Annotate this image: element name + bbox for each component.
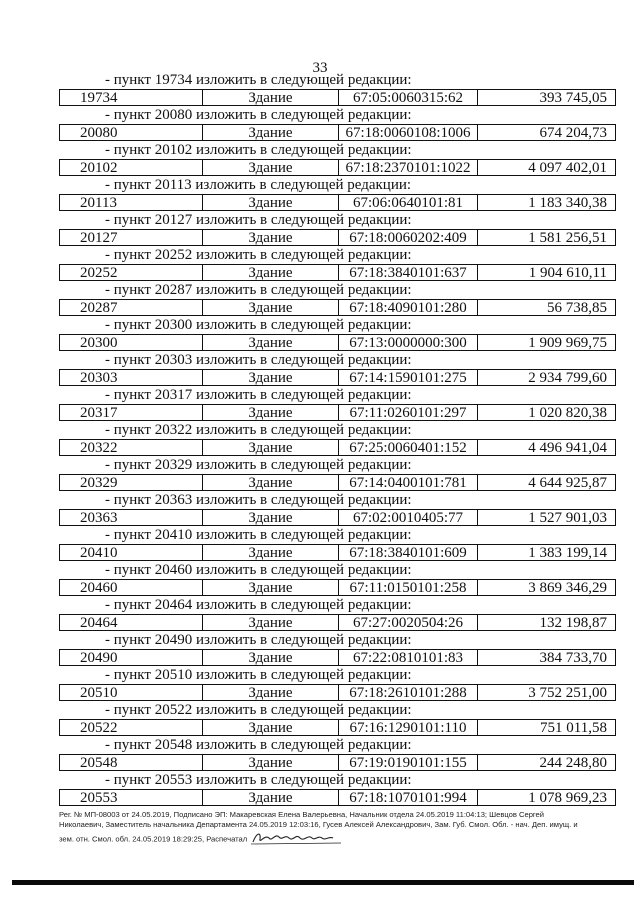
entry [59,597,616,632]
entry [59,492,616,527]
entry [59,142,616,177]
cell-cadastral-number: 67:18:3840101:637 [338,265,477,280]
heading-prefix: - пункт [105,457,151,473]
heading-number: 20127 [154,212,193,228]
cell-number: 20464 [80,615,118,630]
cell-cadastral-value: 4 644 925,87 [477,475,615,490]
heading-number: 20490 [154,632,193,648]
cell-cadastral-value: 132 198,87 [477,615,615,630]
cell-number: 20127 [80,230,118,245]
entry-heading [59,107,616,124]
heading-prefix: - пункт [105,702,151,718]
cell-object-type: Здание [202,685,338,700]
entry [59,772,616,807]
heading-suffix: изложить в следующей редакции: [195,597,412,613]
cell-number: 20113 [80,195,117,210]
heading-prefix: - пункт [105,597,151,613]
cell-number: 20522 [80,720,118,735]
table-row [59,719,616,736]
table-row [59,194,616,211]
cell-cadastral-value: 4 097 402,01 [477,160,615,175]
heading-number: 20317 [154,387,193,403]
cell-cadastral-value: 1 078 969,23 [477,790,615,805]
entry [59,212,616,247]
cell-object-type: Здание [202,580,338,595]
heading-number: 20287 [154,282,193,298]
table-row [59,789,616,806]
cell-object-type: Здание [202,90,338,105]
table-row [59,89,616,106]
cell-number: 20410 [80,545,118,560]
cell-object-type: Здание [202,300,338,315]
table-row [59,334,616,351]
entry-heading [59,667,616,684]
cell-number: 20322 [80,440,118,455]
cell-number: 20102 [80,160,118,175]
entry-heading [59,387,616,404]
entry [59,737,616,772]
cell-object-type: Здание [202,650,338,665]
heading-prefix: - пункт [105,387,151,403]
cell-number: 20553 [80,790,118,805]
entry [59,352,616,387]
heading-prefix: - пункт [105,247,151,263]
cell-number: 20080 [80,125,118,140]
cell-cadastral-value: 3 752 251,00 [477,685,615,700]
handwritten-signature-icon [251,830,346,849]
page-number: 33 [312,60,328,76]
heading-suffix: изложить в следующей редакции: [195,457,412,473]
cell-number: 20303 [80,370,118,385]
cell-object-type: Здание [202,370,338,385]
entry-heading [59,142,616,159]
table-row [59,299,616,316]
cell-cadastral-number: 67:11:0150101:258 [338,580,477,595]
heading-prefix: - пункт [105,282,151,298]
cell-cadastral-number: 67:18:0060108:1006 [338,125,477,140]
cell-cadastral-value: 3 869 346,29 [477,580,615,595]
table-row [59,544,616,561]
entry [59,282,616,317]
cell-object-type: Здание [202,790,338,805]
cell-object-type: Здание [202,615,338,630]
entry [59,702,616,737]
heading-number: 20303 [154,352,193,368]
cell-cadastral-number: 67:19:0190101:155 [338,755,477,770]
cell-object-type: Здание [202,195,338,210]
entry [59,247,616,282]
heading-number: 20329 [154,457,193,473]
cell-cadastral-value: 384 733,70 [477,650,615,665]
cell-cadastral-number: 67:18:2370101:1022 [338,160,477,175]
heading-prefix: - пункт [105,562,151,578]
entry [59,667,616,702]
table-row [59,229,616,246]
entry [59,72,616,107]
heading-number: 20102 [154,142,193,158]
entry-heading [59,177,616,194]
cell-cadastral-number: 67:14:1590101:275 [338,370,477,385]
entry [59,317,616,352]
heading-number: 19734 [154,72,193,88]
entry-heading [59,632,616,649]
cell-number: 20490 [80,650,118,665]
cell-object-type: Здание [202,720,338,735]
cell-cadastral-number: 67:18:0060202:409 [338,230,477,245]
table-row [59,124,616,141]
heading-prefix: - пункт [105,492,151,508]
heading-number: 20460 [154,562,193,578]
entry [59,562,616,597]
heading-number: 20522 [154,702,193,718]
cell-number: 20252 [80,265,118,280]
entry [59,177,616,212]
cell-number: 20287 [80,300,118,315]
cell-object-type: Здание [202,125,338,140]
heading-prefix: - пункт [105,667,151,683]
cell-cadastral-number: 67:11:0260101:297 [338,405,477,420]
entry-heading [59,737,616,754]
cell-object-type: Здание [202,475,338,490]
cell-cadastral-value: 674 204,73 [477,125,615,140]
cell-cadastral-value: 56 738,85 [477,300,615,315]
cell-cadastral-number: 67:22:0810101:83 [338,650,477,665]
cell-object-type: Здание [202,755,338,770]
heading-suffix: изложить в следующей редакции: [195,72,412,88]
entry-heading [59,72,616,89]
entry-heading [59,597,616,614]
cell-cadastral-value: 393 745,05 [477,90,615,105]
entry [59,632,616,667]
heading-suffix: изложить в следующей редакции: [195,562,412,578]
heading-suffix: изложить в следующей редакции: [195,632,412,648]
entry-heading [59,702,616,719]
heading-prefix: - пункт [105,422,151,438]
table-row [59,509,616,526]
cell-cadastral-value: 751 011,58 [477,720,615,735]
cell-cadastral-value: 1 909 969,75 [477,335,615,350]
heading-prefix: - пункт [105,772,151,788]
cell-object-type: Здание [202,440,338,455]
heading-prefix: - пункт [105,632,151,648]
cell-cadastral-value: 1 527 901,03 [477,510,615,525]
table-row [59,439,616,456]
heading-suffix: изложить в следующей редакции: [195,142,412,158]
entry-heading [59,317,616,334]
entry-heading [59,212,616,229]
cell-number: 20510 [80,685,118,700]
table-row [59,614,616,631]
heading-number: 20510 [154,667,193,683]
cell-number: 20363 [80,510,118,525]
heading-suffix: изложить в следующей редакции: [195,352,412,368]
cell-cadastral-value: 1 183 340,38 [477,195,615,210]
entry-heading [59,492,616,509]
footer-line-3-text: зем. отн. Смол. обл. 24.05.2019 18:29:25, Распечатал [59,834,248,844]
cell-cadastral-number: 67:18:4090101:280 [338,300,477,315]
heading-suffix: изложить в следующей редакции: [195,737,412,753]
table-row [59,649,616,666]
heading-suffix: изложить в следующей редакции: [195,107,412,123]
cell-object-type: Здание [202,405,338,420]
heading-prefix: - пункт [105,107,151,123]
entries-list [59,72,616,807]
cell-object-type: Здание [202,335,338,350]
cell-number: 20548 [80,755,118,770]
heading-prefix: - пункт [105,737,151,753]
heading-number: 20363 [154,492,193,508]
entry-heading [59,562,616,579]
cell-cadastral-number: 67:18:1070101:994 [338,790,477,805]
heading-suffix: изложить в следующей редакции: [195,492,412,508]
heading-prefix: - пункт [105,142,151,158]
heading-suffix: изложить в следующей редакции: [195,772,412,788]
heading-prefix: - пункт [105,212,151,228]
cell-cadastral-value: 1 581 256,51 [477,230,615,245]
cell-object-type: Здание [202,545,338,560]
entry [59,422,616,457]
heading-suffix: изложить в следующей редакции: [195,212,412,228]
heading-suffix: изложить в следующей редакции: [195,282,412,298]
entry [59,387,616,422]
cell-number: 20329 [80,475,118,490]
heading-suffix: изложить в следующей редакции: [195,387,412,403]
entry [59,457,616,492]
heading-prefix: - пункт [105,527,151,543]
cell-cadastral-value: 4 496 941,04 [477,440,615,455]
cell-cadastral-number: 67:06:0640101:81 [338,195,477,210]
footer-line-3 [59,830,619,849]
cell-cadastral-number: 67:13:0000000:300 [338,335,477,350]
entry-heading [59,352,616,369]
cell-cadastral-value: 1 904 610,11 [477,265,615,280]
entry-heading [59,457,616,474]
cell-cadastral-value: 1 020 820,38 [477,405,615,420]
footer-line-1: Рег. № МП-08003 от 24.05.2019, Подписано ЭП: Макаревская Елена Валерьевна, Начальник отдела 24.05.2019 11:04:13; Шевцов Сергей [59,810,544,819]
cell-object-type: Здание [202,160,338,175]
cell-cadastral-number: 67:14:0400101:781 [338,475,477,490]
cell-object-type: Здание [202,510,338,525]
cell-object-type: Здание [202,230,338,245]
entry [59,527,616,562]
cell-cadastral-number: 67:18:3840101:609 [338,545,477,560]
heading-suffix: изложить в следующей редакции: [195,247,412,263]
bottom-bar [12,880,634,885]
heading-number: 20464 [154,597,193,613]
heading-number: 20410 [154,527,193,543]
heading-suffix: изложить в следующей редакции: [195,177,412,193]
heading-number: 20080 [154,107,193,123]
heading-number: 20252 [154,247,193,263]
cell-cadastral-number: 67:18:2610101:288 [338,685,477,700]
heading-suffix: изложить в следующей редакции: [195,667,412,683]
heading-suffix: изложить в следующей редакции: [195,702,412,718]
cell-cadastral-number: 67:27:0020504:26 [338,615,477,630]
heading-prefix: - пункт [105,177,151,193]
cell-cadastral-number: 67:25:0060401:152 [338,440,477,455]
heading-number: 20553 [154,772,193,788]
heading-prefix: - пункт [105,317,151,333]
entry [59,107,616,142]
table-row [59,684,616,701]
heading-suffix: изложить в следующей редакции: [195,527,412,543]
entry-heading [59,772,616,789]
heading-suffix: изложить в следующей редакции: [195,422,412,438]
entry-heading [59,422,616,439]
heading-suffix: изложить в следующей редакции: [195,317,412,333]
cell-number: 20460 [80,580,118,595]
cell-cadastral-number: 67:05:0060315:62 [338,90,477,105]
heading-number: 20548 [154,737,193,753]
table-row [59,264,616,281]
table-row [59,404,616,421]
heading-prefix: - пункт [105,352,151,368]
cell-number: 19734 [80,90,118,105]
heading-prefix: - пункт [105,72,151,88]
table-row [59,579,616,596]
cell-cadastral-value: 2 934 799,60 [477,370,615,385]
table-row [59,474,616,491]
cell-number: 20317 [80,405,118,420]
cell-cadastral-number: 67:02:0010405:77 [338,510,477,525]
cell-cadastral-value: 244 248,80 [477,755,615,770]
table-row [59,754,616,771]
heading-number: 20113 [154,177,192,193]
cell-cadastral-number: 67:16:1290101:110 [338,720,477,735]
heading-number: 20322 [154,422,193,438]
cell-cadastral-value: 1 383 199,14 [477,545,615,560]
entry-heading [59,527,616,544]
table-row [59,159,616,176]
signature-footer [59,810,619,849]
entry-heading [59,282,616,299]
heading-number: 20300 [154,317,193,333]
table-row [59,369,616,386]
cell-object-type: Здание [202,265,338,280]
footer-line-2: Николаевич, Заместитель начальника Департамента 24.05.2019 12:03:16, Гусев Алексей Александрович, Зам. Губ. Смол. Обл. - нач. Деп. имущ. и [59,820,578,829]
cell-number: 20300 [80,335,118,350]
entry-heading [59,247,616,264]
